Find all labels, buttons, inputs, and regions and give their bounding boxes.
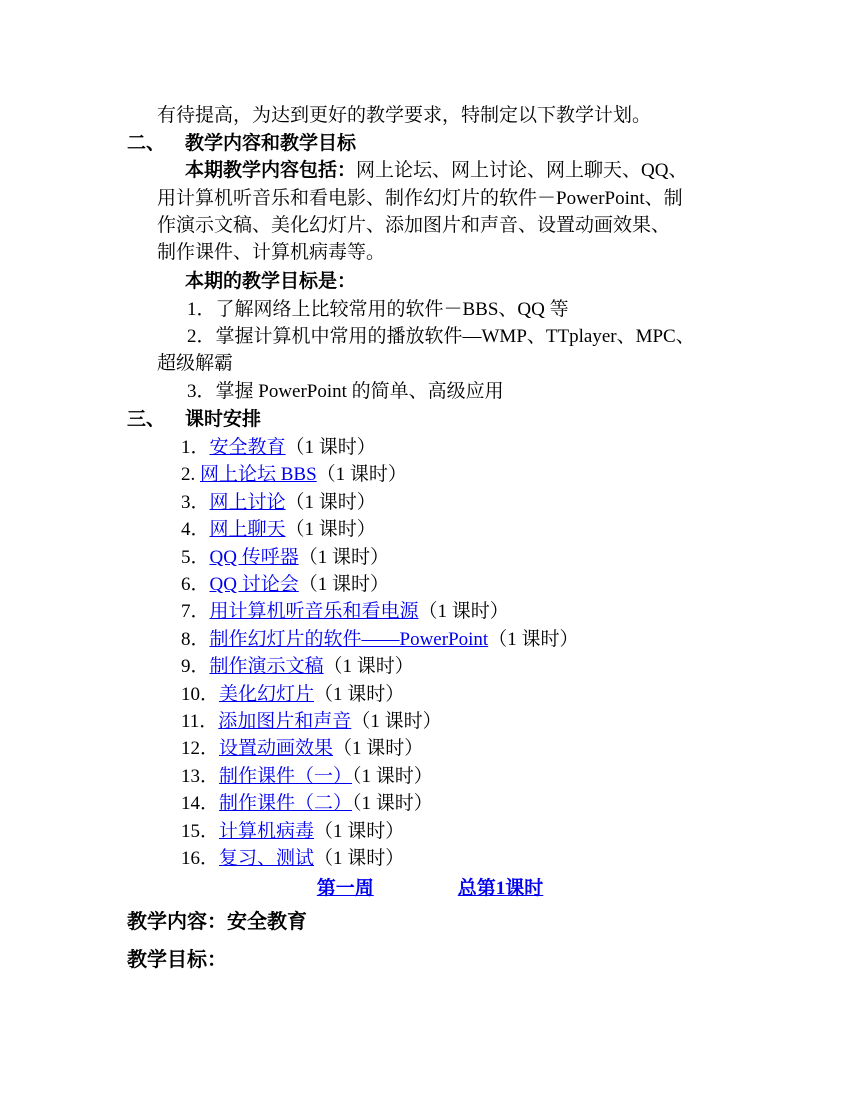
lesson-title-link[interactable]: 网上聊天 <box>209 519 286 540</box>
goal-item-2: 2．掌握计算机中常用的播放软件—WMP、TTplayer、MPC、 <box>187 326 695 347</box>
lesson-hours: （1 课时） <box>298 574 389 595</box>
lesson-title-link[interactable]: 制作课件（一） <box>219 766 353 787</box>
lesson-hours: （1 课时） <box>352 793 433 814</box>
lesson-row <box>181 681 404 708</box>
lesson-hours: （1 课时） <box>418 601 509 622</box>
lesson-row <box>181 845 404 872</box>
lesson-hours: （1 课时） <box>323 656 414 677</box>
content-line-2: 用计算机听音乐和看电影、制作幻灯片的软件－PowerPoint、制 <box>157 188 683 209</box>
section-2-number: 二、 <box>127 133 166 154</box>
lesson-row <box>181 763 433 790</box>
lesson-goal-heading: 教学目标： <box>127 949 227 971</box>
lesson-number: 9． <box>181 656 210 677</box>
content-lead: 本期教学内容包括： <box>185 160 357 181</box>
lesson-hours: （1 课时） <box>314 821 405 842</box>
goal-item-3: 3．掌握 PowerPoint 的简单、高级应用 <box>187 381 504 402</box>
lesson-row <box>181 708 442 735</box>
goals-title: 本期的教学目标是： <box>185 271 357 292</box>
lesson-row <box>181 626 578 653</box>
lesson-hours: （1 课时） <box>316 464 407 485</box>
lesson-row <box>181 598 509 625</box>
lesson-hours: （1 课时） <box>488 629 579 650</box>
lesson-number: 2. <box>181 464 200 485</box>
lesson-title-link[interactable]: 网上讨论 <box>209 492 286 513</box>
lesson-row <box>181 489 376 516</box>
lesson-title-link[interactable]: 用计算机听音乐和看电源 <box>209 601 419 622</box>
lesson-row <box>181 790 433 817</box>
lesson-number: 10． <box>181 684 220 705</box>
lesson-number: 13． <box>181 766 220 787</box>
lesson-number: 12． <box>181 738 220 759</box>
lesson-title-link[interactable]: QQ 讨论会 <box>209 574 299 595</box>
total-lesson-label: 总第1课时 <box>457 878 544 899</box>
lesson-number: 7． <box>181 601 210 622</box>
lesson-hours: （1 课时） <box>298 547 389 568</box>
lesson-number: 6． <box>181 574 210 595</box>
lesson-hours: （1 课时） <box>314 684 405 705</box>
lesson-number: 3． <box>181 492 210 513</box>
lesson-title-link[interactable]: 计算机病毒 <box>219 821 315 842</box>
lesson-hours: （1 课时） <box>285 437 376 458</box>
lesson-title-link[interactable]: 复习、测试 <box>219 848 315 869</box>
lesson-row <box>181 735 423 762</box>
lesson-hours: （1 课时） <box>285 492 376 513</box>
content-line-1 <box>185 157 687 184</box>
lesson-hours: （1 课时） <box>285 519 376 540</box>
lesson-title-link[interactable]: 网上论坛 BBS <box>200 464 317 485</box>
lesson-number: 8． <box>181 629 210 650</box>
week-link[interactable] <box>317 878 544 899</box>
lesson-row <box>181 571 389 598</box>
lesson-title-link[interactable]: QQ 传呼器 <box>209 547 299 568</box>
section-3-heading <box>127 406 261 433</box>
intro-tail-text: 有待提高，为达到更好的教学要求，特制定以下教学计划。 <box>157 105 652 126</box>
lesson-row <box>181 434 376 461</box>
goal-item-1: 1．了解网络上比较常用的软件－BBS、QQ 等 <box>187 299 569 320</box>
lesson-title-link[interactable]: 制作幻灯片的软件——PowerPoint <box>209 629 489 650</box>
lesson-content-heading: 教学内容：安全教育 <box>127 911 307 933</box>
section-2-heading <box>127 130 356 157</box>
lesson-number: 4． <box>181 519 210 540</box>
lesson-number: 1． <box>181 437 210 458</box>
lesson-hours: （1 课时） <box>333 738 424 759</box>
week-heading <box>0 875 860 902</box>
lesson-row <box>181 818 404 845</box>
lesson-row <box>181 461 407 488</box>
lesson-title-link[interactable]: 制作课件（二） <box>219 793 353 814</box>
lesson-hours: （1 课时） <box>352 766 433 787</box>
content-line-3: 作演示文稿、美化幻灯片、添加图片和声音、设置动画效果、 <box>157 215 671 236</box>
lesson-row <box>181 653 414 680</box>
section-3-title: 课时安排 <box>185 409 262 430</box>
lesson-title-link[interactable]: 添加图片和声音 <box>218 711 352 732</box>
lesson-number: 5． <box>181 547 210 568</box>
content-line-4: 制作课件、计算机病毒等。 <box>157 242 386 263</box>
lesson-title-link[interactable]: 安全教育 <box>209 437 286 458</box>
section-2-title: 教学内容和教学目标 <box>185 133 357 154</box>
lesson-row <box>181 516 376 543</box>
lesson-title-link[interactable]: 制作演示文稿 <box>209 656 324 677</box>
lesson-number: 16． <box>181 848 220 869</box>
lesson-hours: （1 课时） <box>314 848 405 869</box>
lesson-row <box>181 544 389 571</box>
lesson-number: 11． <box>181 711 219 732</box>
content-text-1: 网上论坛、网上讨论、网上聊天、QQ、 <box>356 160 688 181</box>
lesson-number: 14． <box>181 793 220 814</box>
section-3-number: 三、 <box>127 409 166 430</box>
week-label: 第一周 <box>316 878 374 899</box>
lesson-title-link[interactable]: 设置动画效果 <box>219 738 334 759</box>
lesson-title-link[interactable]: 美化幻灯片 <box>219 684 315 705</box>
goal-item-2-cont: 超级解霸 <box>157 353 234 374</box>
lesson-number: 15． <box>181 821 220 842</box>
lesson-hours: （1 课时） <box>351 711 442 732</box>
